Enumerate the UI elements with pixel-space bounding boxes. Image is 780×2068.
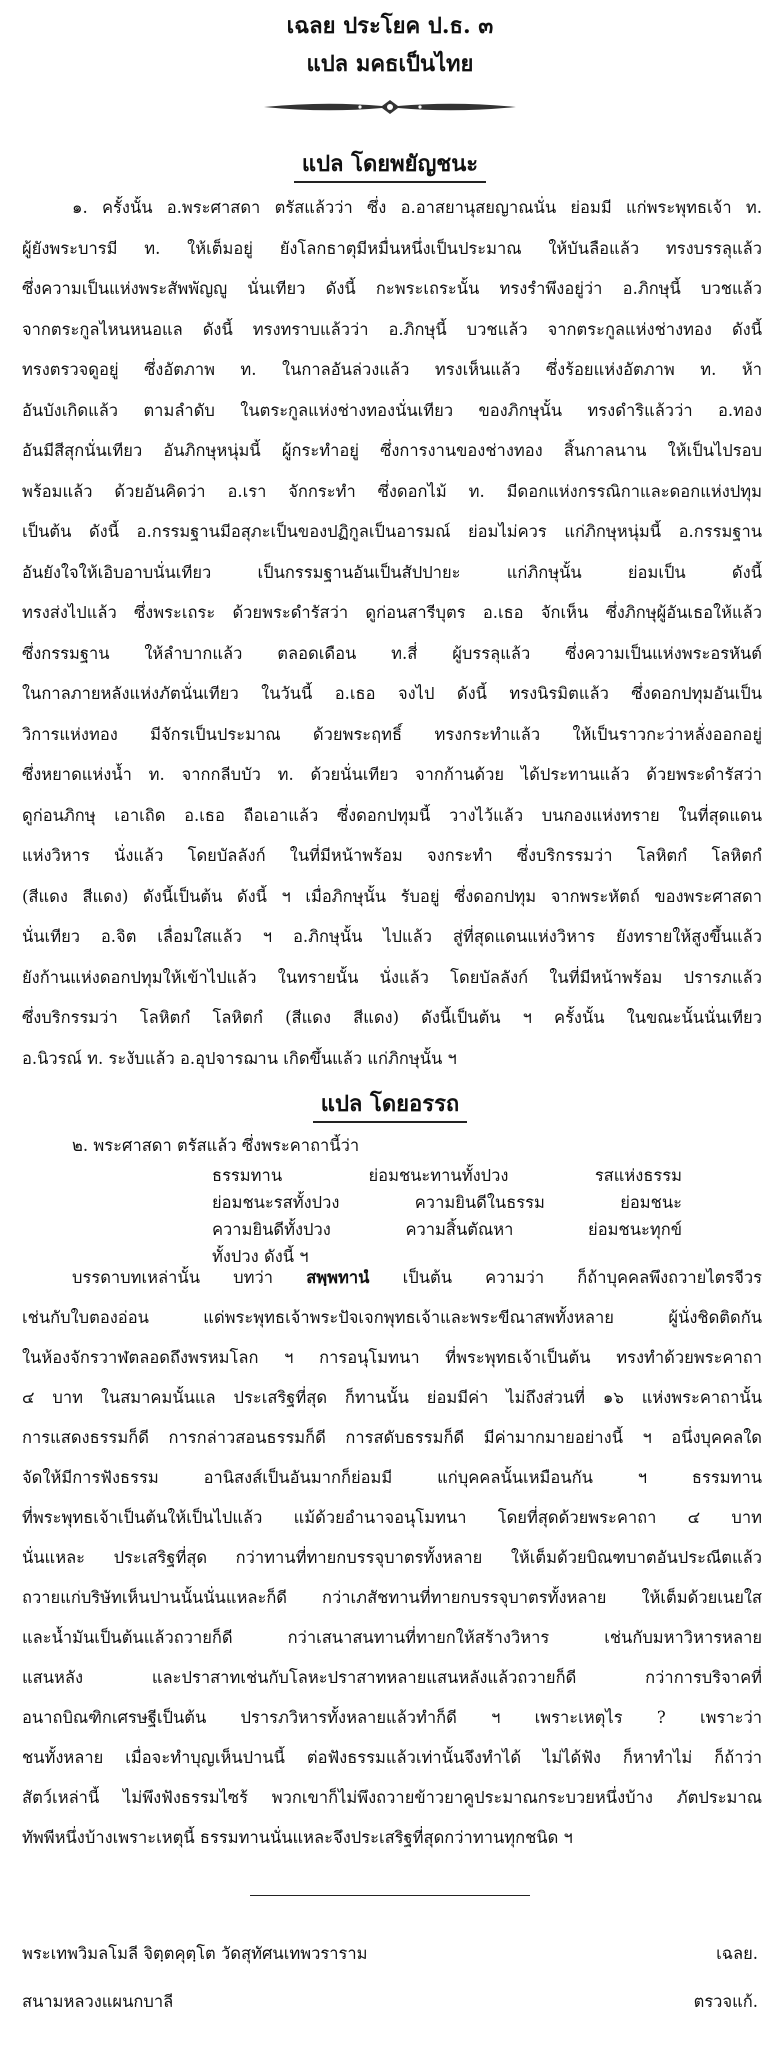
literal-line: ดูก่อนภิกษุ เอาเถิด อ.เธอ ถือเอาแล้ว ซึ่งดอกปทุมนี้ วางไว้แล้ว บนกองแห่งทราย ในที่สุดแดน	[22, 805, 762, 825]
literal-line: ทรงส่งไปแล้ว ซึ่งพระเถระ ด้วยพระดำรัสว่า ดูก่อนสารีบุตร อ.เธอ จักเห็น ซึ่งภิกษุผู้อันเธอให้แล้ว	[22, 603, 762, 622]
section-heading-literal-text: แปล โดยพยัญชนะ	[294, 150, 486, 183]
exam-title: เฉลย ประโยค ป.ธ. ๓	[286, 13, 494, 39]
section-heading-meaning	[0, 1090, 780, 1123]
author-signature: พระเทพวิมลโมลี จิตฺตคุตฺโต วัดสุทัศนเทพวราราม	[22, 1944, 368, 1963]
literal-line: นั่นเทียว อ.จิต เลื่อมใสแล้ว ฯ อ.ภิกษุนั้น ไปแล้ว สู่ที่สุดแดนแห่งวิหาร ยังทรายให้สูงขึ้นแล้ว	[22, 927, 762, 946]
commentary-line: ทัพพีหนึ่งบ้างเพราะเหตุนี้ ธรรมทานนั่นแหละจึงประเสริฐที่สุดกว่าทานทุกชนิด ฯ	[22, 1828, 573, 1847]
verse-line: ความยินดีทั้งปวง ความสิ้นตัณหา ย่อมชนะทุกข์	[212, 1220, 682, 1239]
correction-label: ตรวจแก้.	[693, 1992, 758, 2011]
section-heading-meaning-text: แปล โดยอรรถ	[313, 1090, 467, 1123]
commentary-line: นั่นแหละ ประเสริฐที่สุด กว่าทานที่ทายกบรรจุบาตรทั้งหลาย ให้เต็มด้วยบิณฑบาตอันประณีตแล้ว	[22, 1548, 762, 1567]
commentary-line: และน้ำมันเป็นต้นแล้วถวายก็ดี กว่าเสนาสนทานที่ทายกให้สร้างวิหาร เช่นกับมหาวิหารหลาย	[22, 1628, 762, 1647]
commentary-line: ถวายแก่บริษัทเห็นปานนั้นนั่นแหละก็ดี กว่าเภสัชทานที่ทายกบรรจุบาตรทั้งหลาย ให้เต็มด้วยเนยใส	[22, 1588, 762, 1607]
literal-line: ผู้ยังพระบารมี ท. ให้เต็มอยู่ ยังโลกธาตุมีหมื่นหนึ่งเป็นประมาณ ให้บันลือแล้ว ทรงบรรลุแล้ว	[22, 238, 762, 258]
ornament-divider-icon	[260, 92, 520, 122]
verse-intro: ๒. พระศาสดา ตรัสแล้ว ซึ่งพระคาถานี้ว่า	[72, 1136, 360, 1155]
literal-line: อ.นิวรณ์ ท. ระงับแล้ว อ.อุปจารฌาน เกิดขึ้นแล้ว แก่ภิกษุนั้น ฯ	[22, 1048, 457, 1068]
literal-line: ๑. ครั้งนั้น อ.พระศาสดา ตรัสแล้วว่า ซึ่ง อ.อาสยานุสยญาณนั่น ย่อมมี แก่พระพุทธเจ้า ท.	[72, 198, 762, 217]
section-heading-literal	[0, 150, 780, 183]
literal-line: ในกาลภายหลังแห่งภัตนั่นเทียว ในวันนี้ อ.เธอ จงไป ดังนี้ ทรงนิรมิตแล้ว ซึ่งดอกปทุมอันเป็น	[22, 684, 762, 703]
literal-line: เป็นต้น ดังนี้ อ.กรรมฐานมีอสุภะเป็นของปฏิกูลเป็นอารมณ์ ย่อมไม่ควร แก่ภิกษุหนุ่มนี้ อ.กรรมฐาน	[22, 522, 762, 541]
commentary-line: ๔ บาท ในสมาคมนั้นแล ประเสริฐที่สุด ก็ทานนั้น ย่อมมีค่า ไม่ถึงส่วนที่ ๑๖ แห่งพระคาถานั้น	[22, 1388, 762, 1407]
literal-line: ซึ่งความเป็นแห่งพระสัพพัญญู นั่นเทียว ดังนี้ กะพระเถระนั้น ทรงรำพึงอยู่ว่า อ.ภิกษุนี้ บวชแล้ว	[22, 279, 762, 298]
literal-line: วิการแห่งทอง มีจักรเป็นประมาณ ด้วยพระฤทธิ์ ทรงกระทำแล้ว ให้เป็นราวกะว่าหลั่งออกอยู่	[22, 724, 762, 744]
footer-divider	[250, 1895, 530, 1896]
literal-line: ซึ่งกรรมฐาน ให้ลำบากแล้ว ตลอดเดือน ท.สี่ ผู้บรรลุแล้ว ซึ่งความเป็นแห่งพระอรหันต์	[22, 643, 762, 663]
author-office: สนามหลวงแผนกบาลี	[22, 1992, 174, 2011]
commentary-line: ชนทั้งหลาย เมื่อจะทำบุญเห็นปานนี้ ต่อฟังธรรมแล้วเท่านั้นจึงทำได้ ไม่ได้ฟัง ก็หาทำไม่ ก็ถ้าว่า	[22, 1748, 762, 1767]
commentary-first-pre: บรรดาบทเหล่านั้น บทว่า	[72, 1268, 307, 1287]
literal-line: แห่งวิหาร นั่งแล้ว โดยบัลลังก์ ในที่มีหน้าพร้อม จงกระทำ ซึ่งบริกรรมว่า โลหิตกํ โลหิตกํ	[22, 846, 762, 865]
exam-subtitle: แปล มคธเป็นไทย	[306, 51, 474, 77]
literal-line: ซึ่งหยาดแห่งน้ำ ท. จากกลีบบัว ท. ด้วยนั่นเทียว จากก้านด้วย ได้ประทานแล้ว ด้วยพระดำรัสว่า	[22, 765, 762, 784]
commentary-line: เช่นกับใบตองอ่อน แด่พระพุทธเจ้าพระปัจเจกพุทธเจ้าและพระขีณาสพทั้งหลาย ผู้นั่งชิดติดกัน	[22, 1308, 762, 1327]
commentary-line: อนาถบิณฑิกเศรษฐีเป็นต้น ปรารภวิหารทั้งหลายแล้วทำก็ดี ฯ เพราะเหตุไร ? เพราะว่า	[22, 1708, 762, 1727]
literal-line: อันบังเกิดแล้ว ตามลำดับ ในตระกูลแห่งช่างทองนั่นเทียว ของภิกษุนั้น ทรงดำริแล้วว่า อ.ทอง	[22, 400, 762, 420]
literal-line: จากตระกูลไหนหนอแล ดังนี้ ทรงทราบแล้วว่า อ.ภิกษุนี้ บวชแล้ว จากตระกูลแห่งช่างทอง ดังนี้	[22, 319, 762, 339]
literal-line: อันมีสีสุกนั่นเทียว อันภิกษุหนุ่มนี้ ผู้กระทำอยู่ ซึ่งการงานของช่างทอง สิ้นกาลนาน ให้เป็นไปรอบ	[22, 441, 762, 460]
commentary-line: การแสดงธรรมก็ดี การกล่าวสอนธรรมก็ดี การสดับธรรมก็ดี มีค่ามากมายอย่างนี้ ฯ อนึ่งบุคคลใด	[22, 1428, 762, 1447]
commentary-keyword: สพฺพทานํ	[306, 1268, 370, 1287]
commentary-first-line	[72, 1266, 762, 1290]
verse-line: ย่อมชนะรสทั้งปวง ความยินดีในธรรม ย่อมชนะ	[212, 1193, 682, 1212]
literal-line: พร้อมแล้ว ด้วยอันคิดว่า อ.เรา จักกระทำ ซึ่งดอกไม้ ท. มีดอกแห่งกรรณิกาและดอกแห่งปทุม	[22, 481, 762, 501]
commentary-first-post: เป็นต้น ความว่า ก็ถ้าบุคคลพึงถวายไตรจีวร	[369, 1268, 762, 1287]
commentary-line: จัดให้มีการฟังธรรม อานิสงส์เป็นอันมากก็ย่อมมี แก่บุคคลนั้นเหมือนกัน ฯ ธรรมทาน	[22, 1468, 762, 1487]
commentary-line: สัตว์เหล่านี้ ไม่พึงฟังธรรมไซร้ พวกเขาก็ไม่พึงถวายข้าวยาคูประมาณกระบวยหนึ่งบ้าง ภัตประมาณ	[22, 1788, 762, 1807]
answer-label: เฉลย.	[716, 1944, 758, 1963]
commentary-line: แสนหลัง และปราสาทเช่นกับโลหะปราสาทหลายแสนหลังแล้วถวายก็ดี กว่าการบริจาคที่	[22, 1668, 762, 1687]
literal-line: อันยังใจให้เอิบอาบนั่นเทียว เป็นกรรมฐานอันเป็นสัปปายะ แก่ภิกษุนั้น ย่อมเป็น ดังนี้	[22, 562, 762, 582]
literal-line: ยังก้านแห่งดอกปทุมให้เข้าไปแล้ว ในทรายนั้น นั่งแล้ว โดยบัลลังก์ ในที่มีหน้าพร้อม ปรารภแล้ว	[22, 967, 762, 987]
literal-line: (สีแดง สีแดง) ดังนี้เป็นต้น ดังนี้ ฯ เมื่อภิกษุนั้น รับอยู่ ซึ่งดอกปทุม จากพระหัตถ์ ของพระศาสดา	[22, 886, 762, 906]
literal-line: ซึ่งบริกรรมว่า โลหิตกํ โลหิตกํ (สีแดง สีแดง) ดังนี้เป็นต้น ฯ ครั้งนั้น ในขณะนั้นนั่นเทียว	[22, 1008, 762, 1027]
verse-line: ธรรมทาน ย่อมชนะทานทั้งปวง รสแห่งธรรม	[212, 1166, 682, 1185]
commentary-line: ในห้องจักรวาฬตลอดถึงพรหมโลก ฯ การอนุโมทนา ที่พระพุทธเจ้าเป็นต้น ทรงทำด้วยพระคาถา	[22, 1348, 762, 1367]
commentary-line: ที่พระพุทธเจ้าเป็นต้นให้เป็นไปแล้ว แม้ด้วยอำนาจอนุโมทนา โดยที่สุดด้วยพระคาถา ๔ บาท	[22, 1508, 762, 1527]
literal-line: ทรงตรวจดูอยู่ ซึ่งอัตภาพ ท. ในกาลอันล่วงแล้ว ทรงเห็นแล้ว ซึ่งร้อยแห่งอัตภาพ ท. ห้า	[22, 360, 762, 379]
verse-line: ทั้งปวง ดังนี้ ฯ	[212, 1247, 309, 1266]
